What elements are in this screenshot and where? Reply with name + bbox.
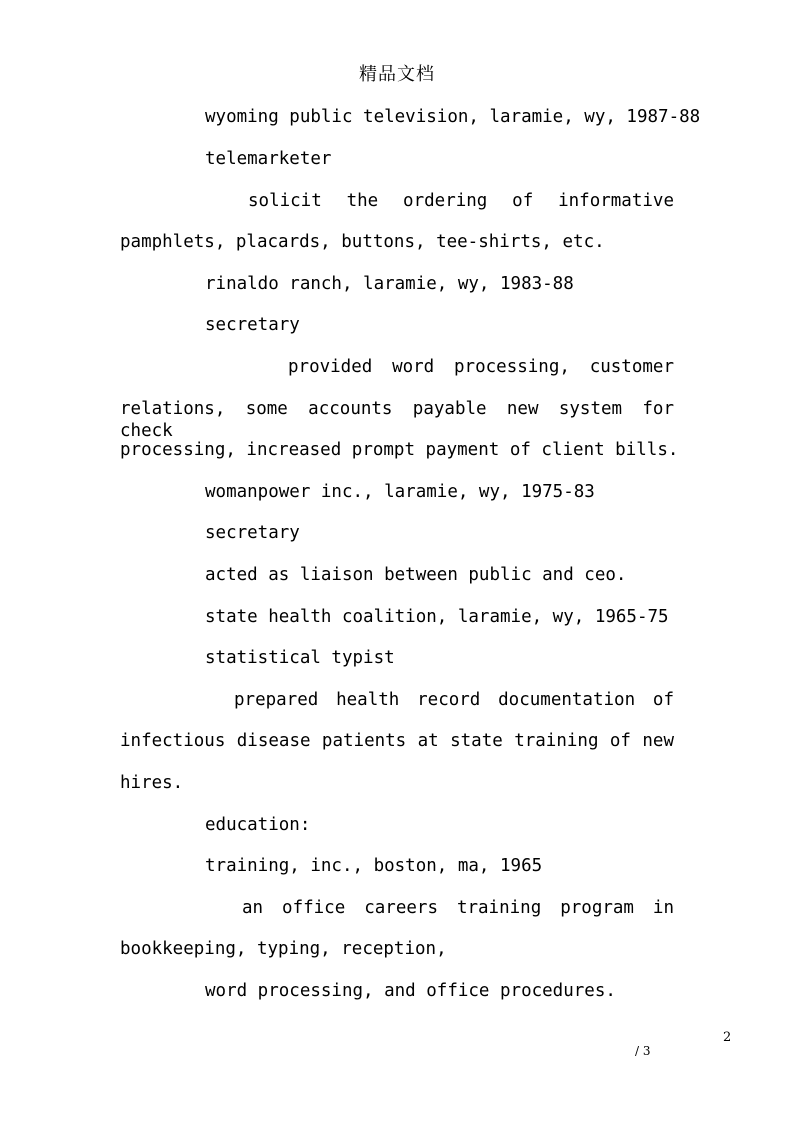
job-title-line: secretary — [205, 523, 300, 543]
description-line: pamphlets, placards, buttons, tee-shirts, etc. — [120, 232, 605, 252]
job-title-line: secretary — [205, 315, 300, 335]
description-line: acted as liaison between public and ceo. — [205, 565, 627, 585]
page-number: 2 — [723, 1030, 732, 1045]
job-entry-line: wyoming public television, laramie, wy, 1987-88 — [205, 107, 701, 127]
description-line: word processing, and office procedures. — [205, 981, 616, 1001]
description-line: solicit the ordering of informative — [248, 191, 674, 211]
description-line: processing, increased prompt payment of client bills. — [120, 440, 679, 460]
job-entry-line: state health coalition, laramie, wy, 1965-75 — [205, 607, 669, 627]
description-line: bookkeeping, typing, reception, — [120, 939, 447, 959]
education-entry-line: training, inc., boston, ma, 1965 — [205, 856, 543, 876]
job-title-line: statistical typist — [205, 648, 395, 668]
job-entry-line: rinaldo ranch, laramie, wy, 1983-88 — [205, 274, 574, 294]
description-line: relations, some accounts payable new system for check — [120, 399, 674, 441]
section-heading: education: — [205, 815, 311, 835]
page-header: 精品文档 — [359, 64, 435, 85]
description-line: provided word processing, customer — [288, 357, 674, 377]
description-line: infectious disease patients at state training of new — [120, 731, 674, 751]
description-line: prepared health record documentation of — [234, 690, 674, 710]
job-entry-line: womanpower inc., laramie, wy, 1975-83 — [205, 482, 595, 502]
page-total: / 3 — [635, 1044, 651, 1058]
job-title-line: telemarketer — [205, 149, 332, 169]
description-line: hires. — [120, 773, 184, 793]
description-line: an office careers training program in — [242, 898, 674, 918]
